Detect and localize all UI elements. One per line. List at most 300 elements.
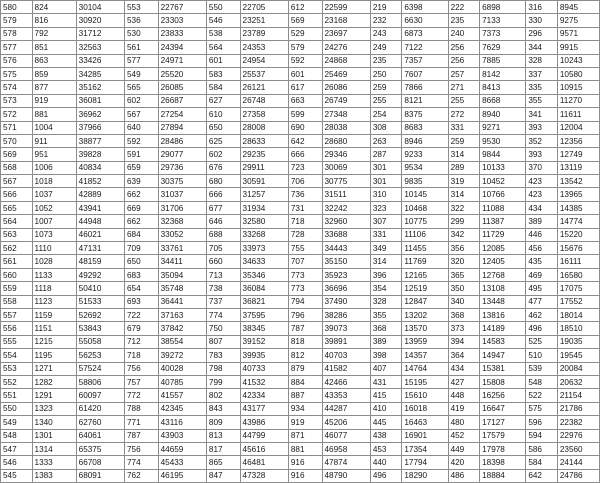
table-cell: 355	[370, 308, 402, 321]
table-cell: 15610	[402, 389, 448, 402]
table-cell: 16463	[402, 416, 448, 429]
table-cell: 434	[448, 362, 480, 375]
table-cell: 639	[124, 175, 158, 188]
table-cell: 33052	[158, 228, 206, 241]
table-cell: 259	[370, 81, 402, 94]
table-cell: 12405	[480, 255, 526, 268]
table-cell: 1291	[32, 389, 76, 402]
score-cell: 568	[1, 161, 33, 174]
table-row	[1, 469, 600, 482]
table-row	[1, 27, 600, 40]
table-cell: 431	[370, 375, 402, 388]
score-cell: 545	[1, 469, 33, 482]
table-cell: 6398	[402, 1, 448, 14]
table-cell: 11611	[557, 108, 599, 121]
table-cell: 530	[124, 27, 158, 40]
table-cell: 39073	[322, 322, 370, 335]
table-cell: 243	[370, 27, 402, 40]
table-cell: 522	[526, 389, 558, 402]
table-cell: 690	[288, 121, 322, 134]
table-cell: 37595	[240, 308, 288, 321]
table-cell: 15381	[480, 362, 526, 375]
table-cell: 35150	[322, 255, 370, 268]
table-cell: 561	[124, 41, 158, 54]
table-cell: 663	[288, 94, 322, 107]
table-cell: 18884	[480, 469, 526, 482]
table-cell: 440	[370, 456, 402, 469]
table-cell: 41532	[240, 375, 288, 388]
table-cell: 39891	[322, 335, 370, 348]
table-cell: 1110	[32, 242, 76, 255]
table-cell: 642	[288, 134, 322, 147]
table-cell: 445	[370, 416, 402, 429]
table-cell: 713	[206, 268, 240, 281]
table-cell: 871	[288, 429, 322, 442]
table-cell: 794	[288, 295, 322, 308]
table-cell: 11088	[480, 201, 526, 214]
table-cell: 15676	[557, 242, 599, 255]
table-cell: 919	[288, 416, 322, 429]
table-cell: 881	[288, 442, 322, 455]
table-cell: 12085	[480, 242, 526, 255]
table-cell: 1195	[32, 349, 76, 362]
table-cell: 680	[206, 175, 240, 188]
table-cell: 30069	[322, 161, 370, 174]
table-cell: 601	[206, 54, 240, 67]
score-cell: 555	[1, 335, 33, 348]
table-cell: 24954	[240, 54, 288, 67]
table-cell: 29736	[158, 161, 206, 174]
table-cell: 14947	[480, 349, 526, 362]
table-cell: 7357	[402, 54, 448, 67]
table-cell: 591	[124, 148, 158, 161]
table-cell: 41582	[322, 362, 370, 375]
table-cell: 24786	[557, 469, 599, 482]
table-cell: 30104	[76, 1, 124, 14]
table-cell: 20632	[557, 375, 599, 388]
table-cell: 1018	[32, 175, 76, 188]
table-cell: 289	[448, 161, 480, 174]
score-cell: 563	[1, 228, 33, 241]
table-cell: 36441	[158, 295, 206, 308]
table-cell: 38345	[240, 322, 288, 335]
table-cell: 10915	[557, 81, 599, 94]
table-cell: 676	[206, 161, 240, 174]
table-cell: 40028	[158, 362, 206, 375]
table-cell: 44287	[322, 402, 370, 415]
table-cell: 43353	[322, 389, 370, 402]
table-cell: 46195	[158, 469, 206, 482]
score-cell: 571	[1, 121, 33, 134]
table-cell: 328	[370, 295, 402, 308]
table-cell: 43941	[76, 201, 124, 214]
table-cell: 17127	[480, 416, 526, 429]
table-cell: 16111	[557, 255, 599, 268]
score-cell: 574	[1, 81, 33, 94]
table-cell: 36821	[240, 295, 288, 308]
table-cell: 32368	[158, 215, 206, 228]
score-cell: 566	[1, 188, 33, 201]
table-cell: 299	[448, 215, 480, 228]
table-cell: 434	[526, 201, 558, 214]
table-cell: 259	[448, 134, 480, 147]
table-row	[1, 282, 600, 295]
table-cell: 13959	[402, 335, 448, 348]
table-cell: 859	[32, 67, 76, 80]
table-cell: 452	[448, 429, 480, 442]
table-cell: 68091	[76, 469, 124, 482]
score-cell: 575	[1, 67, 33, 80]
table-row	[1, 308, 600, 321]
table-cell: 610	[206, 108, 240, 121]
table-cell: 584	[206, 81, 240, 94]
table-cell: 17354	[402, 442, 448, 455]
score-cell: 577	[1, 41, 33, 54]
table-cell: 11270	[557, 94, 599, 107]
table-cell: 389	[370, 335, 402, 348]
table-cell: 335	[526, 81, 558, 94]
table-cell: 851	[32, 41, 76, 54]
table-cell: 496	[526, 322, 558, 335]
table-cell: 21154	[557, 389, 599, 402]
table-cell: 49292	[76, 268, 124, 281]
table-cell: 287	[370, 148, 402, 161]
table-cell: 13108	[480, 282, 526, 295]
table-cell: 6630	[402, 14, 448, 27]
table-cell: 368	[370, 322, 402, 335]
table-cell: 1118	[32, 282, 76, 295]
table-cell: 389	[526, 215, 558, 228]
table-cell: 38554	[158, 335, 206, 348]
table-cell: 1007	[32, 215, 76, 228]
table-cell: 8683	[402, 121, 448, 134]
table-row	[1, 295, 600, 308]
table-cell: 8945	[557, 1, 599, 14]
table-row	[1, 121, 600, 134]
table-cell: 14774	[557, 215, 599, 228]
table-cell: 15220	[557, 228, 599, 241]
table-cell: 448	[448, 389, 480, 402]
table-cell: 1073	[32, 228, 76, 241]
table-cell: 594	[526, 429, 558, 442]
table-cell: 812	[288, 349, 322, 362]
table-cell: 22382	[557, 416, 599, 429]
table-cell: 477	[526, 295, 558, 308]
table-cell: 6873	[402, 27, 448, 40]
table-cell: 355	[526, 94, 558, 107]
table-cell: 1052	[32, 201, 76, 214]
table-cell: 683	[124, 268, 158, 281]
table-cell: 307	[370, 215, 402, 228]
table-cell: 30920	[76, 14, 124, 27]
table-cell: 19545	[557, 349, 599, 362]
score-cell: 556	[1, 322, 33, 335]
table-cell: 39935	[240, 349, 288, 362]
table-cell: 15808	[480, 375, 526, 388]
table-cell: 352	[526, 134, 558, 147]
table-cell: 8668	[480, 94, 526, 107]
table-row	[1, 429, 600, 442]
table-cell: 17978	[480, 442, 526, 455]
table-cell: 23789	[240, 27, 288, 40]
table-row	[1, 134, 600, 147]
table-row	[1, 349, 600, 362]
score-cell: 560	[1, 268, 33, 281]
table-cell: 42889	[76, 188, 124, 201]
table-cell: 219	[370, 1, 402, 14]
table-cell: 43177	[240, 402, 288, 415]
table-cell: 807	[206, 335, 240, 348]
table-cell: 553	[124, 1, 158, 14]
table-cell: 813	[206, 429, 240, 442]
table-cell: 798	[206, 362, 240, 375]
table-cell: 495	[526, 282, 558, 295]
table-cell: 364	[448, 349, 480, 362]
table-cell: 865	[206, 456, 240, 469]
table-cell: 16580	[557, 268, 599, 281]
table-cell: 592	[124, 134, 158, 147]
table-cell: 7629	[480, 41, 526, 54]
table-cell: 529	[288, 27, 322, 40]
table-row	[1, 456, 600, 469]
table-cell: 26749	[322, 94, 370, 107]
table-cell: 792	[32, 27, 76, 40]
table-cell: 799	[206, 375, 240, 388]
table-cell: 45616	[240, 442, 288, 455]
table-cell: 817	[206, 442, 240, 455]
table-cell: 11106	[402, 228, 448, 241]
table-cell: 34443	[322, 242, 370, 255]
table-cell: 36084	[240, 282, 288, 295]
table-cell: 235	[370, 54, 402, 67]
table-cell: 546	[206, 14, 240, 27]
table-cell: 596	[526, 416, 558, 429]
table-cell: 38877	[76, 134, 124, 147]
table-cell: 13542	[557, 175, 599, 188]
table-cell: 47874	[322, 456, 370, 469]
table-cell: 934	[288, 402, 322, 415]
table-cell: 301	[370, 175, 402, 188]
table-cell: 296	[526, 27, 558, 40]
table-cell: 847	[206, 469, 240, 482]
table-cell: 272	[448, 108, 480, 121]
table-cell: 577	[124, 54, 158, 67]
score-cell: 549	[1, 416, 33, 429]
table-cell: 480	[448, 416, 480, 429]
table-row	[1, 268, 600, 281]
table-cell: 510	[526, 349, 558, 362]
table-cell: 393	[526, 148, 558, 161]
table-row	[1, 108, 600, 121]
table-cell: 650	[206, 121, 240, 134]
score-cell: 551	[1, 389, 33, 402]
table-cell: 24394	[158, 41, 206, 54]
table-cell: 16901	[402, 429, 448, 442]
table-cell: 881	[32, 108, 76, 121]
table-cell: 14385	[557, 201, 599, 214]
table-cell: 65375	[76, 442, 124, 455]
table-cell: 314	[448, 148, 480, 161]
table-cell: 419	[448, 402, 480, 415]
table-cell: 662	[124, 215, 158, 228]
table-cell: 666	[288, 148, 322, 161]
table-cell: 32960	[322, 215, 370, 228]
table-row	[1, 375, 600, 388]
table-cell: 1123	[32, 295, 76, 308]
table-cell: 23168	[322, 14, 370, 27]
table-cell: 602	[206, 148, 240, 161]
table-cell: 802	[206, 389, 240, 402]
table-cell: 32580	[240, 215, 288, 228]
table-cell: 884	[288, 375, 322, 388]
table-cell: 36081	[76, 94, 124, 107]
table-cell: 47328	[240, 469, 288, 482]
table-cell: 23303	[158, 14, 206, 27]
table-cell: 737	[206, 295, 240, 308]
table-row	[1, 175, 600, 188]
table-cell: 40703	[322, 349, 370, 362]
table-cell: 9275	[557, 14, 599, 27]
table-cell: 255	[448, 94, 480, 107]
table-cell: 13816	[480, 308, 526, 321]
table-cell: 394	[448, 335, 480, 348]
table-cell: 25537	[240, 67, 288, 80]
table-row	[1, 41, 600, 54]
table-cell: 51533	[76, 295, 124, 308]
table-cell: 39828	[76, 148, 124, 161]
table-cell: 469	[526, 268, 558, 281]
table-cell: 496	[370, 469, 402, 482]
table-cell: 659	[124, 161, 158, 174]
table-cell: 6898	[480, 1, 526, 14]
table-cell: 662	[124, 188, 158, 201]
table-cell: 15195	[402, 375, 448, 388]
table-cell: 354	[370, 282, 402, 295]
table-cell: 46021	[76, 228, 124, 241]
table-cell: 368	[448, 308, 480, 321]
table-cell: 24868	[322, 54, 370, 67]
table-cell: 1383	[32, 469, 76, 482]
table-cell: 271	[448, 81, 480, 94]
table-cell: 773	[288, 282, 322, 295]
table-cell: 9530	[480, 134, 526, 147]
table-cell: 16256	[480, 389, 526, 402]
table-cell: 330	[526, 14, 558, 27]
table-cell: 9571	[557, 27, 599, 40]
table-cell: 18290	[402, 469, 448, 482]
table-cell: 17075	[557, 282, 599, 295]
table-cell: 564	[206, 41, 240, 54]
table-cell: 642	[526, 469, 558, 482]
table-cell: 420	[448, 456, 480, 469]
table-cell: 756	[124, 442, 158, 455]
table-cell: 783	[206, 349, 240, 362]
table-cell: 301	[370, 161, 402, 174]
table-cell: 688	[206, 228, 240, 241]
table-cell: 569	[288, 14, 322, 27]
table-cell: 396	[370, 268, 402, 281]
table-cell: 712	[124, 335, 158, 348]
table-cell: 26121	[240, 81, 288, 94]
table-cell: 11769	[402, 255, 448, 268]
table-cell: 53843	[76, 322, 124, 335]
score-cell: 578	[1, 27, 33, 40]
table-cell: 684	[124, 228, 158, 241]
table-cell: 30775	[322, 175, 370, 188]
table-cell: 27348	[322, 108, 370, 121]
table-cell: 235	[448, 14, 480, 27]
table-cell: 27254	[158, 108, 206, 121]
table-cell: 879	[288, 362, 322, 375]
table-cell: 23833	[158, 27, 206, 40]
table-cell: 40733	[240, 362, 288, 375]
table-cell: 654	[124, 282, 158, 295]
table-cell: 579	[288, 41, 322, 54]
table-cell: 646	[206, 215, 240, 228]
table-cell: 13202	[402, 308, 448, 321]
table-cell: 21786	[557, 402, 599, 415]
table-cell: 45433	[158, 456, 206, 469]
table-cell: 951	[32, 148, 76, 161]
table-cell: 863	[32, 54, 76, 67]
table-cell: 666	[206, 188, 240, 201]
table-cell: 28008	[240, 121, 288, 134]
table-cell: 10133	[480, 161, 526, 174]
table-row	[1, 362, 600, 375]
table-cell: 8375	[402, 108, 448, 121]
table-cell: 30591	[240, 175, 288, 188]
table-cell: 705	[206, 242, 240, 255]
table-cell: 25520	[158, 67, 206, 80]
table-cell: 919	[32, 94, 76, 107]
table-cell: 46958	[322, 442, 370, 455]
table-cell: 7133	[480, 14, 526, 27]
table-cell: 12768	[480, 268, 526, 281]
table-cell: 1271	[32, 362, 76, 375]
table-cell: 816	[32, 14, 76, 27]
table-cell: 13570	[402, 322, 448, 335]
table-cell: 12519	[402, 282, 448, 295]
score-cell: 554	[1, 349, 33, 362]
table-cell: 17552	[557, 295, 599, 308]
score-cell: 576	[1, 54, 33, 67]
table-cell: 40785	[158, 375, 206, 388]
table-cell: 44659	[158, 442, 206, 455]
table-cell: 314	[370, 255, 402, 268]
table-cell: 47131	[76, 242, 124, 255]
table-row	[1, 416, 600, 429]
table-cell: 911	[32, 134, 76, 147]
table-cell: 23560	[557, 442, 599, 455]
table-cell: 31706	[158, 201, 206, 214]
table-cell: 916	[288, 456, 322, 469]
table-cell: 36696	[322, 282, 370, 295]
table-cell: 52692	[76, 308, 124, 321]
table-row	[1, 188, 600, 201]
table-cell: 24144	[557, 456, 599, 469]
table-cell: 35094	[158, 268, 206, 281]
table-cell: 787	[288, 322, 322, 335]
table-cell: 640	[124, 121, 158, 134]
table-cell: 33426	[76, 54, 124, 67]
table-cell: 773	[288, 268, 322, 281]
table-cell: 64061	[76, 429, 124, 442]
table-cell: 22599	[322, 1, 370, 14]
table-cell: 256	[448, 41, 480, 54]
table-row	[1, 242, 600, 255]
table-cell: 16647	[480, 402, 526, 415]
table-cell: 772	[124, 389, 158, 402]
